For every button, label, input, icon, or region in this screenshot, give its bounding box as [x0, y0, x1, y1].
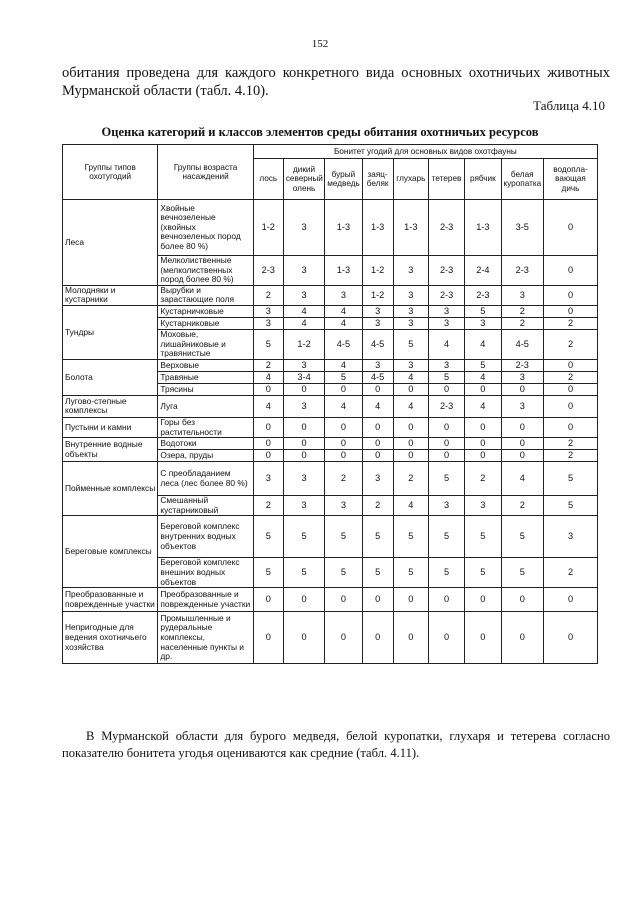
species-header: белая куропатка: [501, 159, 544, 200]
group-name: Пустыни и камни: [63, 417, 158, 437]
bonitet-value: 5: [465, 558, 501, 588]
bonitet-value: 0: [325, 612, 362, 664]
table-row: [63, 359, 598, 371]
bonitet-value: 3: [428, 305, 464, 317]
bonitet-value: 0: [544, 285, 598, 305]
group-name: Леса: [63, 200, 158, 286]
bonitet-value: 4: [325, 395, 362, 417]
bonitet-value: 3: [362, 305, 393, 317]
group-name: Молодняки и кустарники: [63, 285, 158, 305]
bonitet-value: 4-5: [501, 329, 544, 359]
bonitet-value: 5: [393, 558, 428, 588]
bonitet-value: 2: [501, 305, 544, 317]
bonitet-value: 5: [501, 558, 544, 588]
bonitet-value: 0: [253, 450, 283, 462]
page-number: 152: [311, 38, 329, 50]
bonitet-value: 0: [544, 383, 598, 395]
bonitet-value: 4: [325, 359, 362, 371]
bonitet-value: 1-3: [362, 200, 393, 256]
bonitet-value: 0: [501, 450, 544, 462]
bonitet-value: 0: [362, 450, 393, 462]
bonitet-value: 0: [362, 383, 393, 395]
group-name: Тундры: [63, 305, 158, 359]
bonitet-value: 0: [362, 438, 393, 450]
bonitet-table: [62, 144, 598, 664]
bonitet-value: 4: [393, 371, 428, 383]
bonitet-value: 2: [544, 317, 598, 329]
species-header: водопла-вающая дичь: [544, 159, 598, 200]
bonitet-value: 0: [362, 612, 393, 664]
bonitet-value: 4-5: [362, 371, 393, 383]
header-age-groups: Группы возраста насаждений: [158, 145, 253, 200]
bonitet-value: 0: [544, 200, 598, 256]
bonitet-value: 0: [325, 383, 362, 395]
bonitet-value: 0: [283, 588, 324, 612]
subtype-name: Смешанный кустарниковый: [158, 496, 253, 516]
bonitet-value: 4: [325, 305, 362, 317]
bonitet-value: 4: [393, 496, 428, 516]
bonitet-value: 3: [283, 395, 324, 417]
bonitet-value: 4: [501, 462, 544, 496]
table-row: [63, 588, 598, 612]
bonitet-value: 3-4: [283, 371, 324, 383]
bonitet-value: 4: [253, 371, 283, 383]
bonitet-value: 5: [393, 329, 428, 359]
bonitet-value: 5: [465, 305, 501, 317]
bonitet-value: 3: [362, 317, 393, 329]
bonitet-value: 1-2: [362, 256, 393, 286]
bonitet-value: 1-3: [465, 200, 501, 256]
bonitet-value: 0: [393, 612, 428, 664]
bonitet-value: 2-4: [465, 256, 501, 286]
bonitet-value: 0: [544, 417, 598, 437]
table-row: [63, 438, 598, 450]
bonitet-value: 0: [325, 588, 362, 612]
subtype-name: Кустарничковые: [158, 305, 253, 317]
subtype-name: Горы без растительности: [158, 417, 253, 437]
bonitet-value: 0: [501, 438, 544, 450]
bonitet-value: 0: [501, 588, 544, 612]
bonitet-value: 2: [393, 462, 428, 496]
bonitet-value: 0: [393, 417, 428, 437]
bonitet-value: 0: [283, 438, 324, 450]
bonitet-value: 0: [283, 612, 324, 664]
table-row: [63, 305, 598, 317]
header-group-types: Группы типов охотугодий: [63, 145, 158, 200]
bonitet-value: 0: [393, 438, 428, 450]
outro-paragraph: В Мурманской области для бурого медведя, белой куропатки, глухаря и тетерева согласно показателю бонитета угодья оцениваются как средние (табл. 4.11).: [62, 729, 610, 760]
bonitet-value: 0: [428, 450, 464, 462]
bonitet-value: 2-3: [465, 285, 501, 305]
bonitet-value: 2-3: [428, 256, 464, 286]
bonitet-value: 1-3: [393, 200, 428, 256]
bonitet-value: 3: [544, 516, 598, 558]
bonitet-value: 0: [253, 612, 283, 664]
bonitet-value: 0: [362, 588, 393, 612]
bonitet-value: 2-3: [428, 395, 464, 417]
subtype-name: Верховые: [158, 359, 253, 371]
group-name: Внутренние водные объекты: [63, 438, 158, 462]
bonitet-value: 0: [544, 305, 598, 317]
subtype-name: Мелколиственные (мелколиственных пород более 80 %): [158, 256, 253, 286]
bonitet-value: 3: [283, 462, 324, 496]
bonitet-value: 3: [428, 496, 464, 516]
bonitet-value: 0: [465, 450, 501, 462]
bonitet-value: 3: [253, 462, 283, 496]
table-row: [63, 462, 598, 496]
species-header: тетерев: [428, 159, 464, 200]
bonitet-value: 3: [428, 359, 464, 371]
bonitet-value: 5: [544, 496, 598, 516]
bonitet-value: 2: [501, 496, 544, 516]
bonitet-value: 5: [283, 558, 324, 588]
bonitet-value: 3: [283, 359, 324, 371]
bonitet-value: 4: [465, 371, 501, 383]
bonitet-value: 4: [325, 317, 362, 329]
bonitet-value: 3: [283, 200, 324, 256]
subtype-name: Береговой комплекс внешних водных объектов: [158, 558, 253, 588]
table-caption: Оценка категорий и классов элементов среды обитания охотничьих ресурсов: [101, 125, 539, 139]
bonitet-value: 2: [544, 558, 598, 588]
bonitet-value: 0: [501, 417, 544, 437]
bonitet-value: 0: [501, 383, 544, 395]
bonitet-value: 0: [544, 359, 598, 371]
table-row: [63, 200, 598, 256]
bonitet-value: 0: [393, 588, 428, 612]
bonitet-value: 3: [283, 256, 324, 286]
bonitet-value: 0: [428, 612, 464, 664]
bonitet-value: 2-3: [501, 256, 544, 286]
bonitet-value: 5: [253, 516, 283, 558]
bonitet-value: 5: [253, 329, 283, 359]
bonitet-value: 0: [465, 438, 501, 450]
bonitet-value: 0: [544, 395, 598, 417]
bonitet-value: 3-5: [501, 200, 544, 256]
bonitet-value: 0: [428, 438, 464, 450]
subtype-name: Водотоки: [158, 438, 253, 450]
bonitet-value: 5: [325, 371, 362, 383]
bonitet-value: 4: [283, 317, 324, 329]
bonitet-value: 5: [428, 558, 464, 588]
subtype-name: Луга: [158, 395, 253, 417]
bonitet-value: 0: [428, 588, 464, 612]
subtype-name: Промышленные и рудеральные комплексы, населенные пункты и др.: [158, 612, 253, 664]
bonitet-value: 4: [465, 395, 501, 417]
subtype-name: Озера, пруды: [158, 450, 253, 462]
bonitet-value: 0: [501, 612, 544, 664]
bonitet-value: 0: [325, 417, 362, 437]
bonitet-value: 4-5: [362, 329, 393, 359]
subtype-name: Трясины: [158, 383, 253, 395]
bonitet-value: 0: [283, 417, 324, 437]
bonitet-value: 5: [325, 558, 362, 588]
intro-paragraph: обитания проведена для каждого конкретного вида основных охотничьих животных Мурманской области (табл. 4.10).: [62, 65, 610, 99]
bonitet-value: 4: [428, 329, 464, 359]
bonitet-value: 4: [393, 395, 428, 417]
bonitet-value: 2: [544, 438, 598, 450]
bonitet-value: 5: [428, 462, 464, 496]
bonitet-value: 0: [465, 417, 501, 437]
group-name: Лугово-степные комплексы: [63, 395, 158, 417]
bonitet-value: 0: [325, 450, 362, 462]
bonitet-value: 2-3: [501, 359, 544, 371]
bonitet-value: 5: [325, 516, 362, 558]
table-number: Таблица 4.10: [533, 98, 605, 113]
bonitet-value: 3: [465, 317, 501, 329]
bonitet-value: 5: [283, 516, 324, 558]
bonitet-value: 5: [544, 462, 598, 496]
subtype-name: Хвойные вечнозеленые (хвойных вечнозеленых пород более 80 %): [158, 200, 253, 256]
bonitet-value: 0: [283, 383, 324, 395]
bonitet-value: 2: [253, 496, 283, 516]
bonitet-value: 2: [544, 450, 598, 462]
bonitet-value: 3: [428, 317, 464, 329]
bonitet-value: 0: [544, 256, 598, 286]
bonitet-value: 5: [253, 558, 283, 588]
bonitet-value: 3: [362, 462, 393, 496]
bonitet-value: 3: [325, 285, 362, 305]
bonitet-value: 5: [501, 516, 544, 558]
bonitet-value: 0: [253, 588, 283, 612]
bonitet-value: 2-3: [253, 256, 283, 286]
subtype-name: Береговой комплекс внутренних водных объектов: [158, 516, 253, 558]
group-name: Непригодные для ведения охотничьего хозяйства: [63, 612, 158, 664]
bonitet-value: 0: [428, 417, 464, 437]
bonitet-value: 1-2: [362, 285, 393, 305]
bonitet-value: 0: [253, 383, 283, 395]
bonitet-value: 0: [465, 612, 501, 664]
species-header: глухарь: [393, 159, 428, 200]
bonitet-value: 3: [253, 317, 283, 329]
bonitet-value: 0: [544, 588, 598, 612]
bonitet-value: 5: [465, 359, 501, 371]
header-bonitet: Бонитет угодий для основных видов охотфауны: [253, 145, 597, 159]
bonitet-value: 3: [362, 359, 393, 371]
bonitet-value: 0: [465, 383, 501, 395]
bonitet-value: 2: [501, 317, 544, 329]
table-row: [63, 516, 598, 558]
bonitet-value: 1-3: [325, 256, 362, 286]
table-row: [63, 612, 598, 664]
bonitet-value: 3: [283, 496, 324, 516]
bonitet-value: 3: [325, 496, 362, 516]
bonitet-value: 0: [253, 438, 283, 450]
bonitet-value: 0: [362, 417, 393, 437]
bonitet-value: 3: [501, 285, 544, 305]
bonitet-value: 2-3: [428, 285, 464, 305]
table-row: [63, 417, 598, 437]
bonitet-value: 4: [465, 329, 501, 359]
bonitet-value: 0: [393, 450, 428, 462]
bonitet-value: 3: [393, 359, 428, 371]
bonitet-value: 2: [253, 285, 283, 305]
group-name: Береговые комплексы: [63, 516, 158, 588]
bonitet-value: 2: [544, 329, 598, 359]
bonitet-value: 5: [465, 516, 501, 558]
bonitet-value: 4: [362, 395, 393, 417]
bonitet-value: 2: [253, 359, 283, 371]
bonitet-value: 0: [325, 438, 362, 450]
group-name: Пойменные комплексы: [63, 462, 158, 516]
bonitet-value: 0: [283, 450, 324, 462]
bonitet-value: 3: [393, 305, 428, 317]
bonitet-value: 1-2: [253, 200, 283, 256]
bonitet-value: 5: [428, 516, 464, 558]
bonitet-value: 3: [393, 256, 428, 286]
bonitet-value: 2: [362, 496, 393, 516]
species-header: бурый медведь: [325, 159, 362, 200]
bonitet-value: 5: [393, 516, 428, 558]
bonitet-value: 2: [465, 462, 501, 496]
group-name: Болота: [63, 359, 158, 395]
bonitet-value: 3: [253, 305, 283, 317]
bonitet-value: 5: [362, 516, 393, 558]
bonitet-value: 4-5: [325, 329, 362, 359]
subtype-name: Моховые, лишайниковые и травянистые: [158, 329, 253, 359]
bonitet-value: 2: [544, 371, 598, 383]
bonitet-value: 1-2: [283, 329, 324, 359]
bonitet-value: 1-3: [325, 200, 362, 256]
bonitet-value: 0: [393, 383, 428, 395]
table-row: [63, 395, 598, 417]
bonitet-value: 2: [325, 462, 362, 496]
subtype-name: Вырубки и зарастающие поля: [158, 285, 253, 305]
table-row: [63, 285, 598, 305]
bonitet-value: 4: [253, 395, 283, 417]
bonitet-value: 3: [465, 496, 501, 516]
bonitet-value: 3: [393, 317, 428, 329]
species-header: заяц-беляк: [362, 159, 393, 200]
subtype-name: Травяные: [158, 371, 253, 383]
bonitet-value: 0: [465, 588, 501, 612]
bonitet-value: 3: [501, 371, 544, 383]
group-name: Преобразованные и поврежденные участки: [63, 588, 158, 612]
bonitet-value: 3: [393, 285, 428, 305]
subtype-name: С преобладанием леса (лес более 80 %): [158, 462, 253, 496]
species-header: лось: [253, 159, 283, 200]
bonitet-value: 5: [428, 371, 464, 383]
bonitet-value: 4: [283, 305, 324, 317]
bonitet-value: 2-3: [428, 200, 464, 256]
bonitet-value: 0: [253, 417, 283, 437]
subtype-name: Кустарниковые: [158, 317, 253, 329]
bonitet-value: 5: [362, 558, 393, 588]
bonitet-value: 3: [283, 285, 324, 305]
bonitet-value: 3: [501, 395, 544, 417]
subtype-name: Преобразованные и поврежденные участки: [158, 588, 253, 612]
bonitet-value: 0: [544, 612, 598, 664]
species-header: рябчик: [465, 159, 501, 200]
species-header: дикий северный олень: [283, 159, 324, 200]
bonitet-value: 0: [428, 383, 464, 395]
